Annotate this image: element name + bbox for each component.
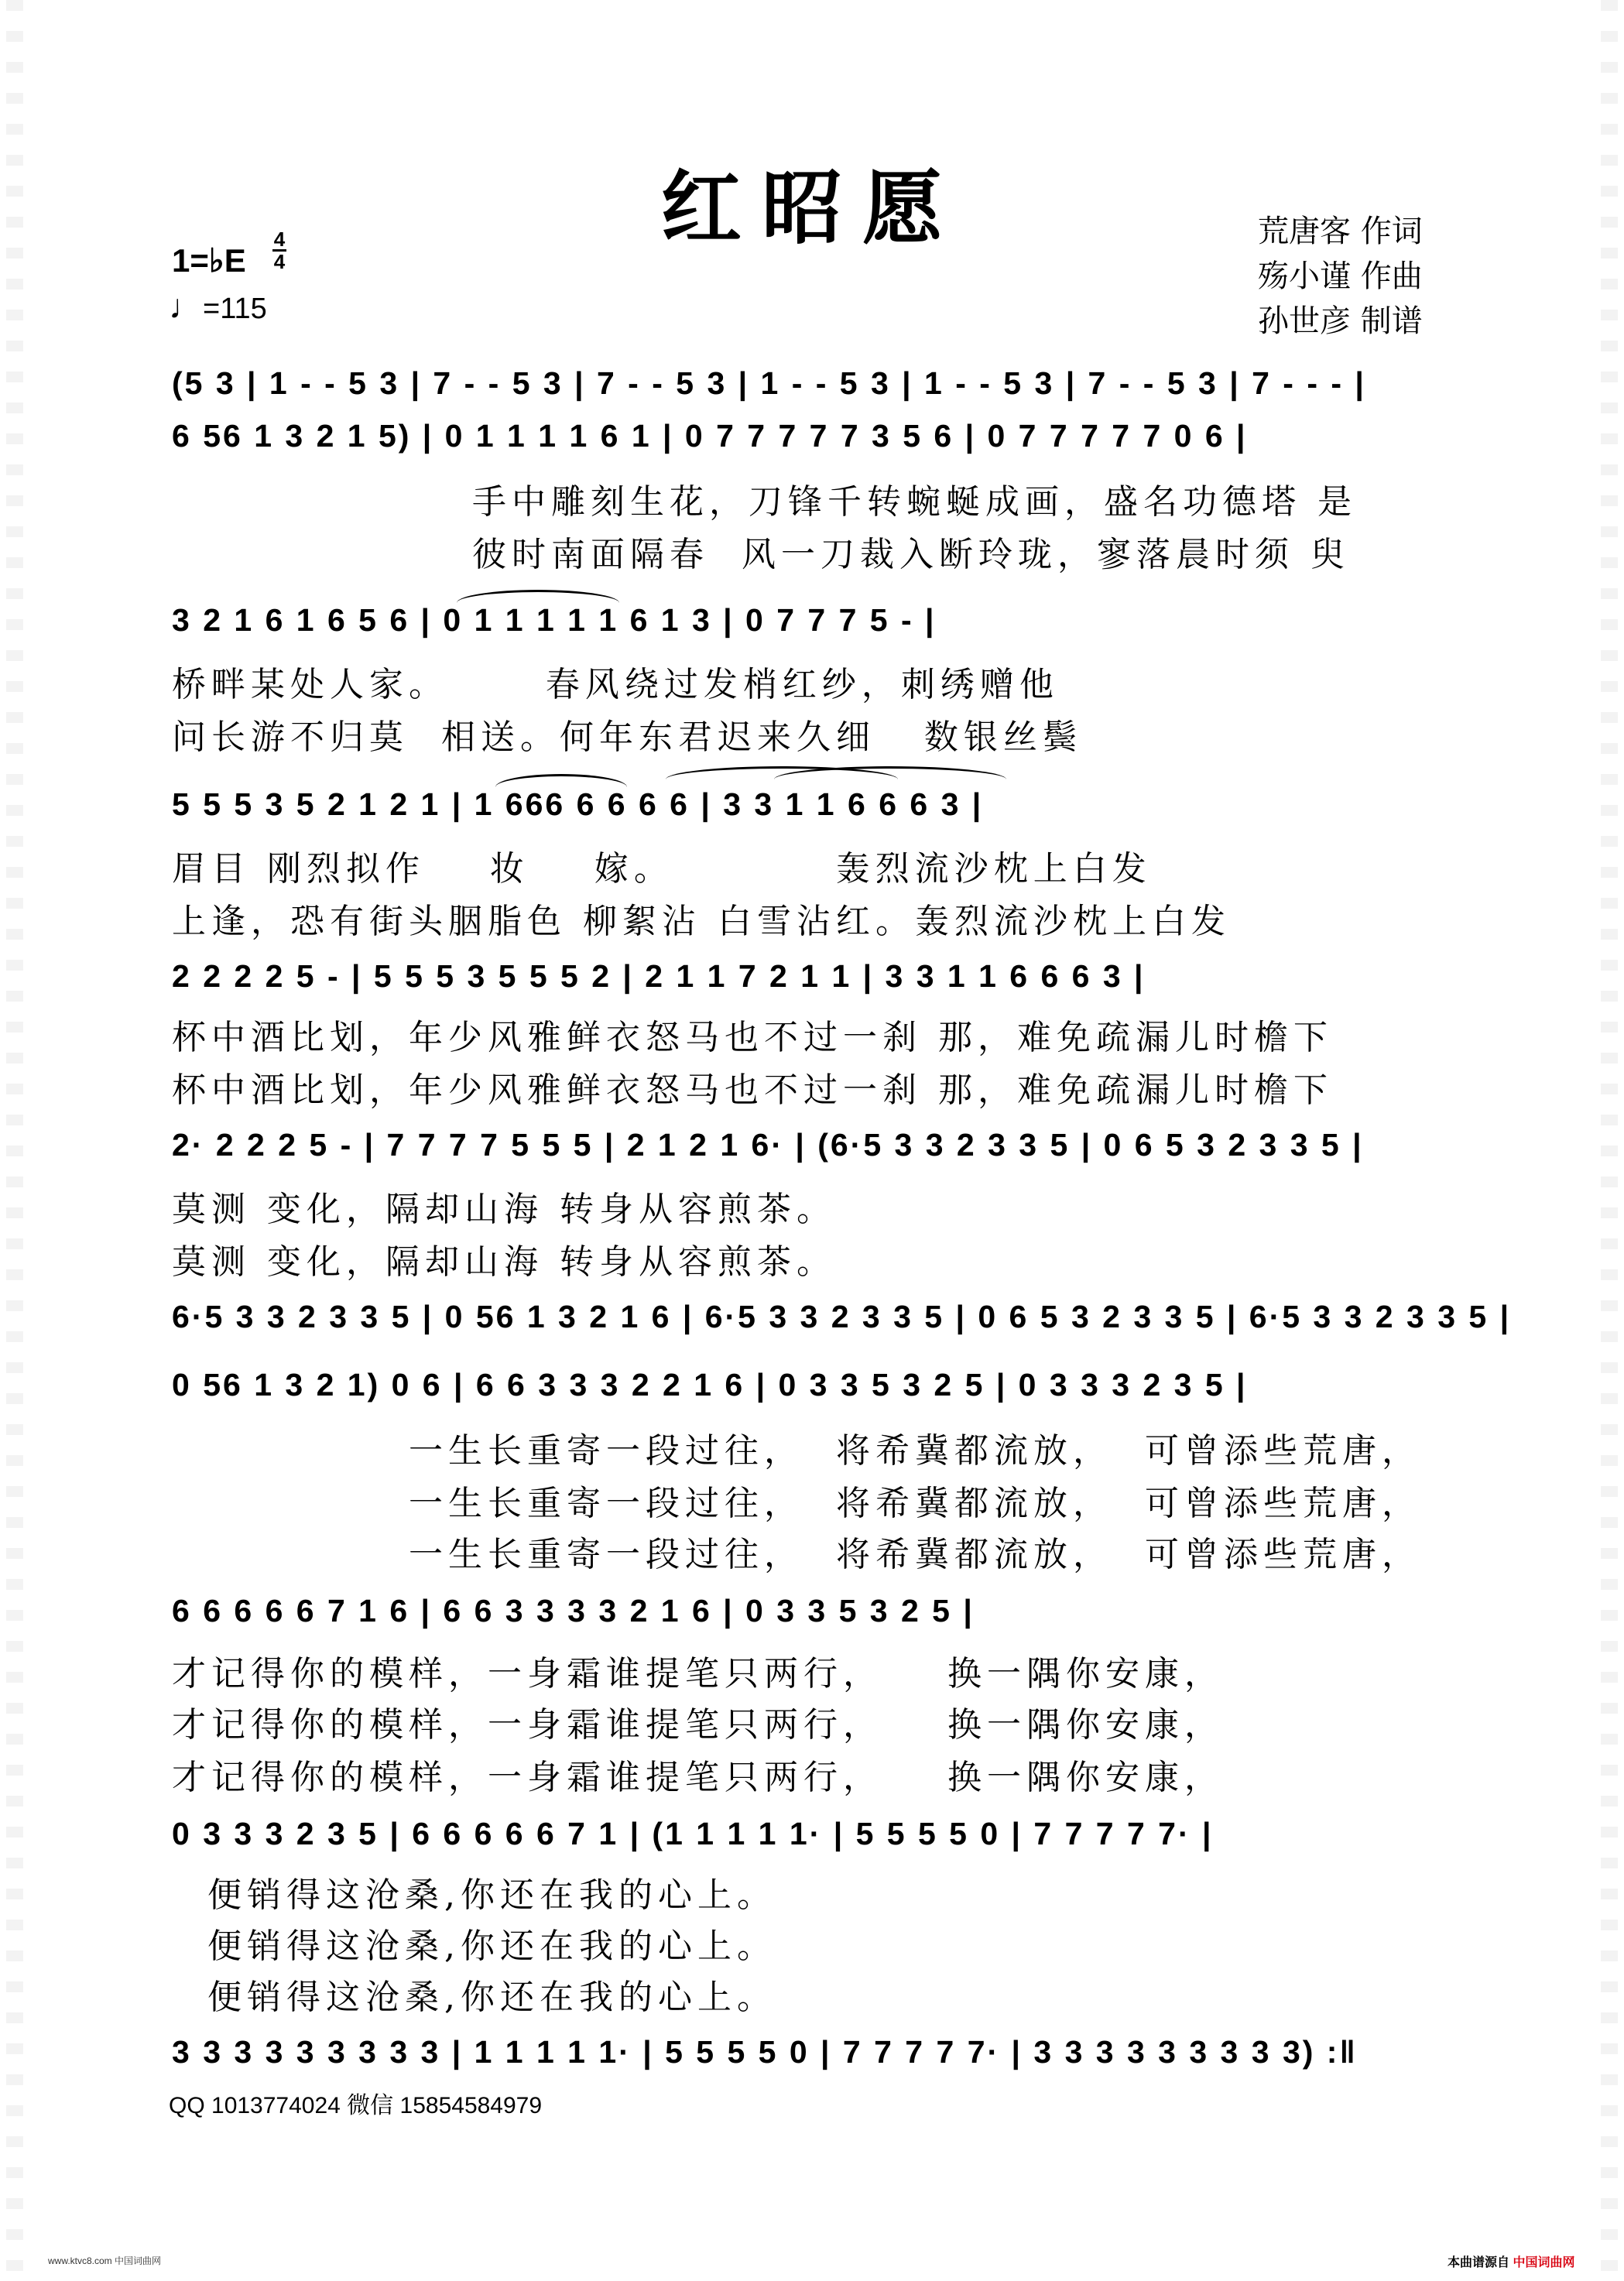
- notation-line-4: 5 5 5 3 5 2 1 2 1 | 1 666 6 6 6 6 | 3 3 1 1 6 6 6 3 |: [172, 786, 984, 822]
- lyric-line-14: 才记得你的模样，一身霜谁提笔只两行， 换一隅你安康，: [172, 1654, 1224, 1694]
- source-brand[interactable]: 中国词曲网: [1513, 2256, 1575, 2269]
- lyric-line-19: 便销得这沧桑,你还在我的心上。: [207, 1978, 776, 2017]
- notation-line-10: 0 3 3 3 2 3 5 | 6 6 6 6 6 7 1 | (1 1 1 1 1· | 5 5 5 5 0 | 7 7 7 7 7· |: [172, 1816, 1214, 1851]
- notation-line-6: 2· 2 2 2 5 - | 7 7 7 7 5 5 5 | 2 1 2 1 6· | (6·5 3 3 2 3 3 5 | 0 6 5 3 2 3 3 5 |: [172, 1127, 1364, 1163]
- right-border-decoration: [1601, 0, 1618, 2281]
- site-watermark-left: www.ktvc8.com 中国词曲网: [48, 2255, 162, 2266]
- tempo-value: =115: [203, 293, 267, 325]
- lyric-line-12: 一生长重寄一段过往， 将希冀都流放， 可曾添些荒唐，: [409, 1484, 1421, 1523]
- lyric-line-5: 眉目 刚烈拟作 妆 嫁。 轰烈流沙枕上白发: [172, 849, 1152, 889]
- lyric-line-7: 杯中酒比划，年少风雅鲜衣怒马也不过一刹 那，难免疏漏儿时檐下: [172, 1018, 1333, 1057]
- source-prefix: 本曲谱源自: [1448, 2256, 1510, 2269]
- lyric-line-3: 桥畔某处人家。 春风绕过发梢红纱，刺绣赠他: [172, 665, 1059, 704]
- credits: [1258, 209, 1423, 344]
- lyric-line-1: 手中雕刻生花，刀锋千转蜿蜒成画，盛名功德塔 是: [472, 482, 1357, 522]
- notation-line-9: 6 6 6 6 6 7 1 6 | 6 6 3 3 3 3 2 1 6 | 0 3 3 5 3 2 5 |: [172, 1593, 975, 1629]
- lyric-line-17: 便销得这沧桑,你还在我的心上。: [207, 1875, 776, 1915]
- notation-line-8: 0 56 1 3 2 1) 0 6 | 6 6 3 3 3 2 2 1 6 | 0 3 3 5 3 2 5 | 0 3 3 3 2 3 5 |: [172, 1367, 1248, 1403]
- time-signature-bottom: 4: [273, 250, 286, 273]
- song-title: 红昭愿: [660, 160, 963, 255]
- arranger-credit: 孙世彦 制谱: [1258, 303, 1423, 339]
- lyric-line-8: 杯中酒比划，年少风雅鲜衣怒马也不过一刹 那，难免疏漏儿时檐下: [172, 1070, 1333, 1110]
- notation-line-11: 3 3 3 3 3 3 3 3 3 | 1 1 1 1 1· | 5 5 5 5 0 | 7 7 7 7 7· | 3 3 3 3 3 3 3 3 3) :‖: [172, 2034, 1358, 2070]
- source-credit: [1448, 2252, 1574, 2270]
- lyricist-credit: 荒唐客 作词: [1258, 214, 1423, 249]
- time-signature: [272, 229, 286, 272]
- key-signature: 1=♭E: [172, 242, 246, 279]
- tempo-marking: [169, 288, 267, 327]
- slur-mark: [457, 590, 619, 603]
- notation-line-1: (5 3 | 1 - - 5 3 | 7 - - 5 3 | 7 - - 5 3 | 1 - - 5 3 | 1 - - 5 3 | 7 - - 5 3 | 7 - - - |: [172, 365, 1366, 401]
- composer-credit: 殇小谨 作曲: [1258, 259, 1423, 294]
- lyric-line-13: 一生长重寄一段过往， 将希冀都流放， 可曾添些荒唐，: [409, 1535, 1421, 1574]
- lyric-line-10: 莫测 变化，隔却山海 转身从容煎茶。: [172, 1242, 836, 1282]
- lyric-line-6: 上逢，恐有街头胭脂色 柳絮沾 白雪沾红。轰烈流沙枕上白发: [172, 902, 1231, 941]
- left-border-decoration: [6, 0, 23, 2281]
- notation-line-3: 3 2 1 6 1 6 5 6 | 0 1 1 1 1 1 6 1 3 | 0 7 7 7 5 - |: [172, 602, 937, 638]
- notation-line-5: 2 2 2 2 5 - | 5 5 5 3 5 5 5 2 | 2 1 1 7 2 1 1 | 3 3 1 1 6 6 6 3 |: [172, 958, 1146, 994]
- lyric-line-2: 彼时南面隔春 风一刀裁入断玲珑，寥落晨时须 臾: [472, 535, 1350, 574]
- lyric-line-15: 才记得你的模样，一身霜谁提笔只两行， 换一隅你安康，: [172, 1705, 1224, 1745]
- notation-line-7: 6·5 3 3 2 3 3 5 | 0 56 1 3 2 1 6 | 6·5 3 3 2 3 3 5 | 0 6 5 3 2 3 3 5 | 6·5 3 3 2 3 3 5 |: [172, 1299, 1512, 1334]
- lyric-line-4: 问长游不归莫 相送。何年东君迟来久细 数银丝鬓: [172, 718, 1082, 757]
- lyric-line-11: 一生长重寄一段过往， 将希冀都流放， 可曾添些荒唐，: [409, 1431, 1421, 1471]
- time-signature-top: 4: [273, 228, 286, 251]
- notation-line-2: 6 56 1 3 2 1 5) | 0 1 1 1 1 6 1 | 0 7 7 7 7 7 3 5 6 | 0 7 7 7 7 7 0 6 |: [172, 418, 1248, 454]
- quarter-note-icon: ♩: [169, 288, 203, 326]
- contact-info: QQ 1013774024 微信 15854584979: [169, 2093, 543, 2118]
- lyric-line-9: 莫测 变化，隔却山海 转身从容煎茶。: [172, 1190, 836, 1229]
- slur-mark: [495, 774, 627, 787]
- lyric-line-18: 便销得这沧桑,你还在我的心上。: [207, 1927, 776, 1966]
- lyric-line-16: 才记得你的模样，一身霜谁提笔只两行， 换一隅你安康，: [172, 1758, 1224, 1797]
